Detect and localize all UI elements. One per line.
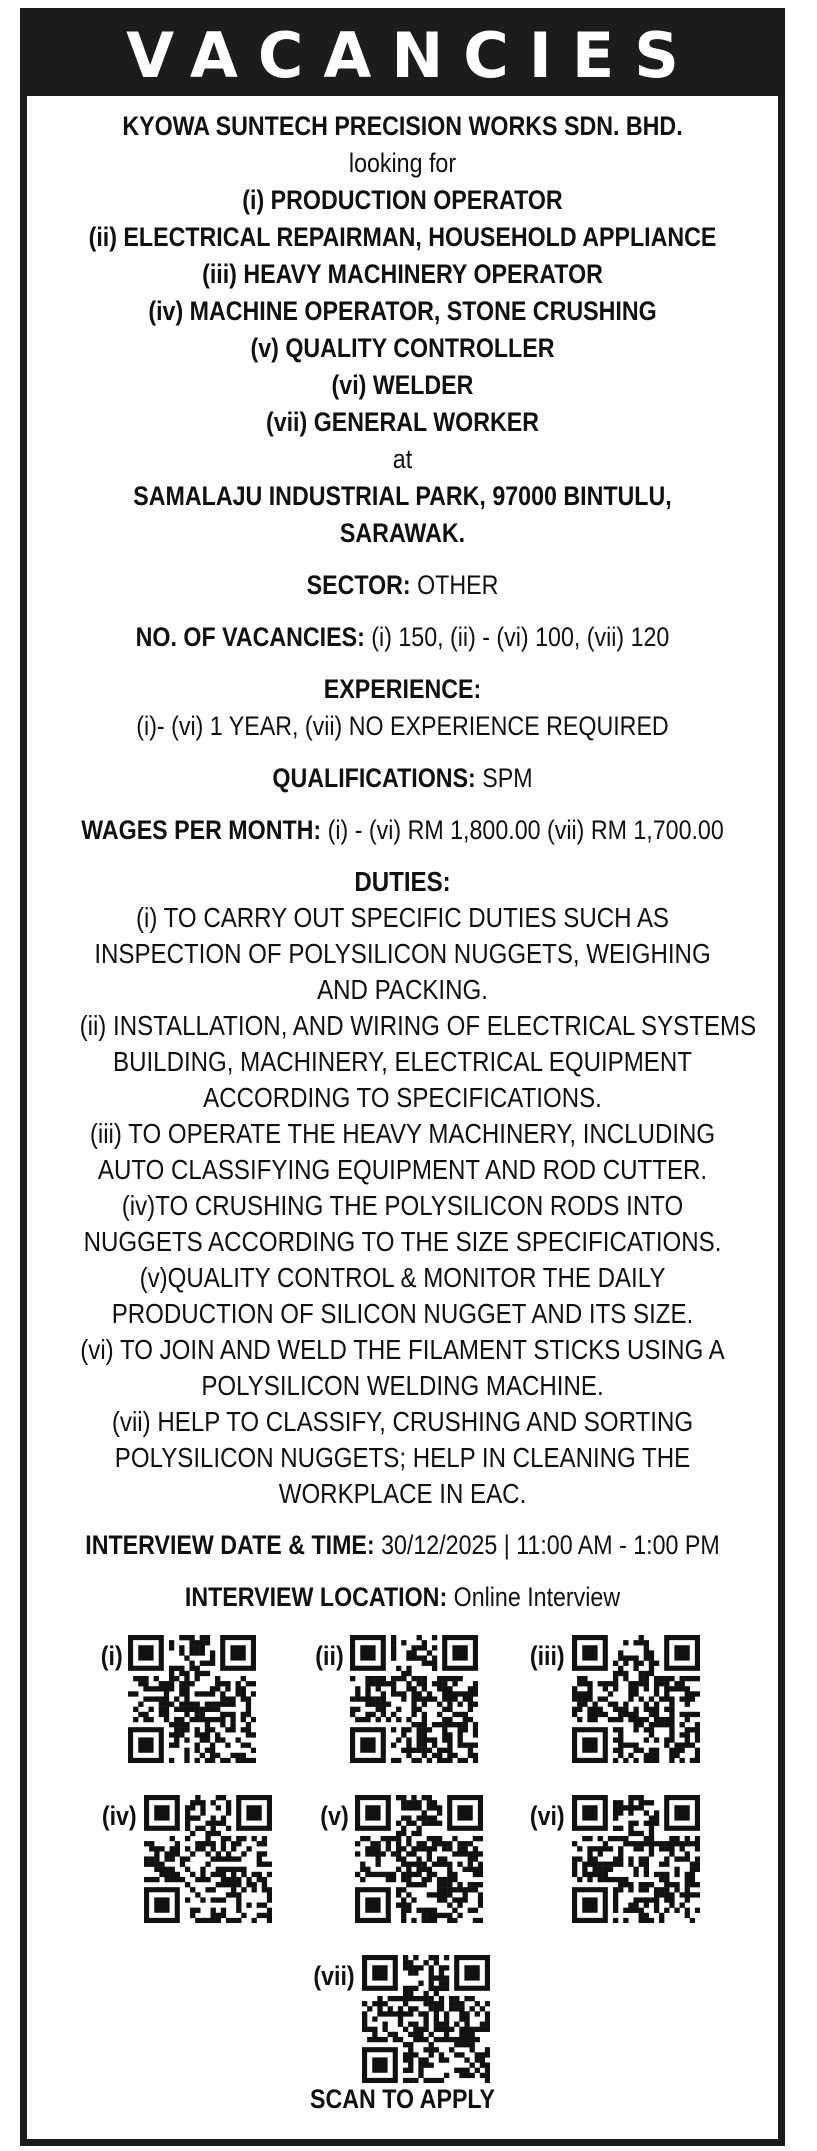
qr-item-iv [99, 1795, 272, 1923]
qr-label: (v) [320, 1801, 349, 1831]
scan-to-apply-row [27, 2081, 778, 2118]
duty-line: AND PACKING. [317, 974, 488, 1005]
qualifications-label: QUALIFICATIONS: [272, 763, 476, 793]
duty-line: (iii) TO OPERATE THE HEAVY MACHINERY, INCLUDING [89, 1118, 716, 1149]
duty-line: (iv)TO CRUSHING THE POLYSILICON RODS INTO [121, 1190, 684, 1221]
duty-line: WORKPLACE IN EAC. [278, 1478, 527, 1509]
position-item: (ii) ELECTRICAL REPAIRMAN, HOUSEHOLD APPLIANCE [88, 222, 717, 252]
interview-location-label: INTERVIEW LOCATION: [184, 1582, 448, 1612]
qualifications-row [80, 760, 726, 797]
sector-value: OTHER [410, 570, 499, 600]
company-name: KYOWA SUNTECH PRECISION WORKS SDN. BHD. [122, 111, 683, 141]
experience-label: EXPERIENCE: [323, 674, 482, 704]
qualifications-value: SPM [475, 763, 533, 793]
interview-datetime-label: INTERVIEW DATE & TIME: [85, 1530, 375, 1560]
duty-line: NUGGETS ACCORDING TO THE SIZE SPECIFICATIONS. [83, 1226, 722, 1257]
wages-row [80, 812, 726, 849]
wages-label: WAGES PER MONTH: [81, 815, 322, 845]
duty-line: ACCORDING TO SPECIFICATIONS. [203, 1082, 602, 1113]
qr-code-iv[interactable] [144, 1795, 272, 1923]
header-banner [27, 15, 778, 96]
position-item: (i) PRODUCTION OPERATOR [242, 185, 563, 215]
qr-code-iii[interactable] [572, 1635, 700, 1763]
duty-line: INSPECTION OF POLYSILICON NUGGETS, WEIGHING [94, 938, 711, 969]
qr-label: (iii) [529, 1641, 565, 1671]
qr-label: (vi) [529, 1801, 565, 1831]
position-item: (vii) GENERAL WORKER [265, 407, 540, 437]
interview-location-value: Online Interview [447, 1582, 621, 1612]
ad-body [27, 108, 778, 1616]
qr-label: (i) [100, 1641, 123, 1671]
address-line-1: SAMALAJU INDUSTRIAL PARK, 97000 BINTULU, [133, 481, 672, 511]
qr-item-vii [310, 1955, 490, 2083]
sector-label: SECTOR: [306, 570, 411, 600]
experience-value: (i)- (vi) 1 YEAR, (vii) NO EXPERIENCE REQUIRED [136, 711, 669, 741]
qr-code-vi[interactable] [572, 1795, 700, 1923]
duty-line: BUILDING, MACHINERY, ELECTRICAL EQUIPMENT [113, 1046, 692, 1077]
duty-line: (i) TO CARRY OUT SPECIFIC DUTIES SUCH AS [136, 902, 669, 933]
duty-line: (vi) TO JOIN AND WELD THE FILAMENT STICKS USING A [80, 1334, 725, 1365]
scan-to-apply-text: SCAN TO APPLY [310, 2084, 495, 2114]
position-item: (iii) HEAVY MACHINERY OPERATOR [202, 259, 603, 289]
qr-code-vii[interactable] [362, 1955, 490, 2083]
qr-code-ii[interactable] [350, 1635, 478, 1763]
duty-line: PRODUCTION OF SILICON NUGGET AND ITS SIZE. [111, 1298, 694, 1329]
interview-location-row [80, 1579, 726, 1616]
qr-code-grid [27, 1635, 778, 2095]
position-item: (v) QUALITY CONTROLLER [250, 333, 555, 363]
duty-line: AUTO CLASSIFYING EQUIPMENT AND ROD CUTTER. [97, 1154, 708, 1185]
duty-line: (v)QUALITY CONTROL & MONITOR THE DAILY [139, 1262, 666, 1293]
qr-label: (iv) [101, 1801, 137, 1831]
qr-item-ii [313, 1635, 478, 1763]
interview-datetime-value: 30/12/2025 | 11:00 AM - 1:00 PM [374, 1530, 720, 1560]
qr-label: (ii) [315, 1641, 344, 1671]
qr-label: (vii) [313, 1961, 355, 1991]
duty-line: POLYSILICON NUGGETS; HELP IN CLEANING THE [114, 1442, 691, 1473]
vacancies-value: (i) 150, (ii) - (vi) 100, (vii) 120 [364, 622, 670, 652]
duties-section [27, 864, 778, 1512]
qr-item-v [318, 1795, 483, 1923]
qr-item-i [99, 1635, 256, 1763]
position-item: (iv) MACHINE OPERATOR, STONE CRUSHING [148, 296, 657, 326]
advertisement-frame [20, 8, 785, 2146]
address-line-2: SARAWAK. [339, 518, 466, 548]
duty-line: POLYSILICON WELDING MACHINE. [201, 1370, 604, 1401]
qr-item-vi [527, 1795, 700, 1923]
page-title: VACANCIES [126, 19, 699, 92]
duty-line: (vii) HELP TO CLASSIFY, CRUSHING AND SORTING [111, 1406, 694, 1437]
wages-value: (i) - (vi) RM 1,800.00 (vii) RM 1,700.00 [321, 815, 724, 845]
position-item: (vi) WELDER [331, 370, 474, 400]
qr-code-i[interactable] [128, 1635, 256, 1763]
qr-code-v[interactable] [355, 1795, 483, 1923]
qr-item-iii [527, 1635, 700, 1763]
duties-label: DUTIES: [354, 866, 451, 897]
at-text: at [392, 444, 413, 474]
vacancies-label: NO. OF VACANCIES: [135, 622, 365, 652]
duty-line: (ii) INSTALLATION, AND WIRING OF ELECTRICAL SYSTEMS [79, 1010, 757, 1041]
sector-row [80, 567, 726, 604]
looking-for-text: looking for [348, 148, 457, 178]
vacancies-row [80, 619, 726, 656]
interview-datetime-row [80, 1527, 726, 1564]
